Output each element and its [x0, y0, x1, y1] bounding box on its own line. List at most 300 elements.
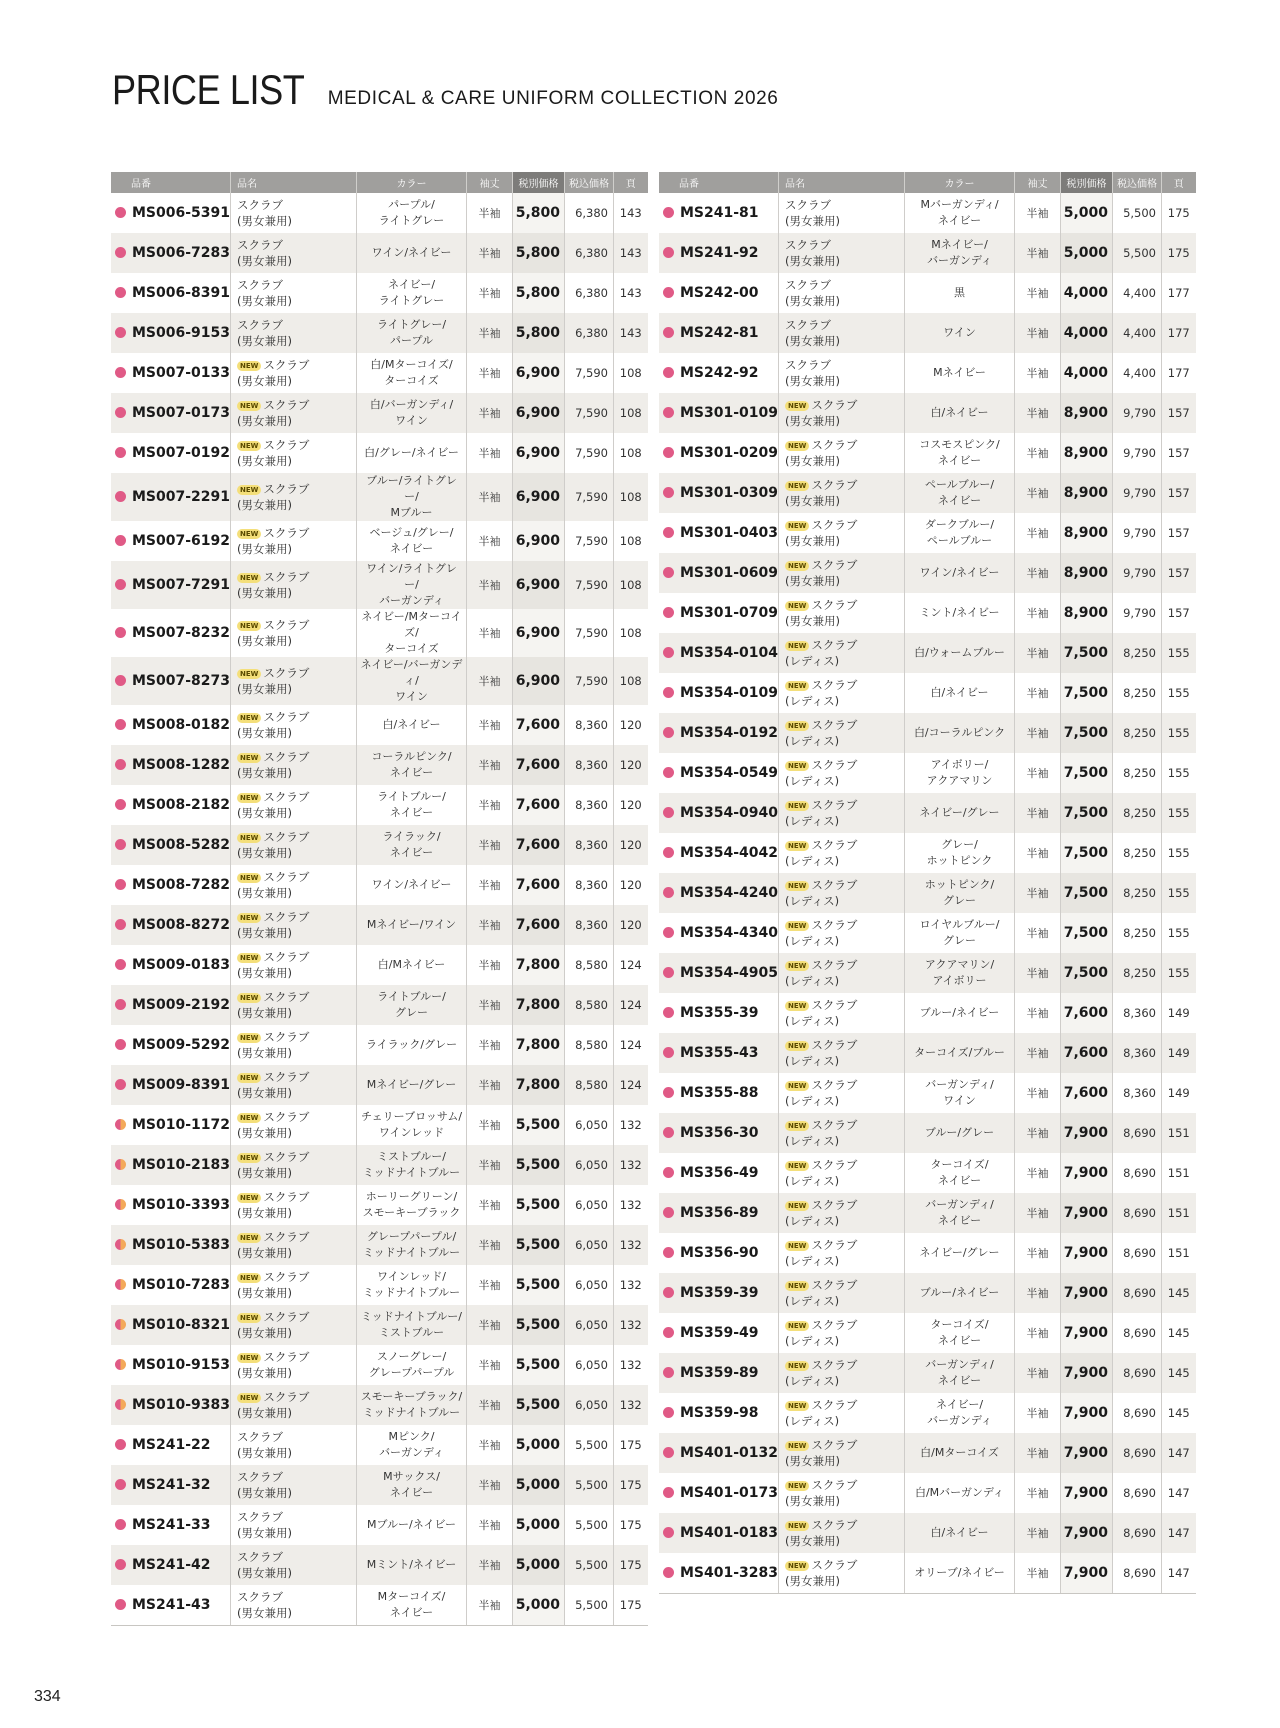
color-line-1: グレープパープル/ — [366, 1230, 457, 1243]
product-name: スクラブ — [237, 1550, 284, 1564]
product-number-cell — [111, 521, 231, 561]
color-cell — [905, 953, 1015, 993]
table-row — [111, 193, 648, 233]
table-row — [659, 1033, 1196, 1073]
catalog-page: 147 — [1162, 1473, 1196, 1513]
product-number: MS010-2183 — [132, 1157, 231, 1173]
table-row — [111, 1265, 648, 1305]
product-name-cell — [779, 1193, 905, 1233]
price-incl-tax: 5,500 — [1113, 193, 1162, 233]
new-badge: NEW — [237, 669, 261, 679]
color-line-1: Mターコイズ/ — [377, 1590, 446, 1603]
product-number: MS007-2291 — [132, 489, 231, 505]
table-row — [659, 313, 1196, 353]
category-dot-icon — [115, 1159, 126, 1170]
product-gender: (男女兼用) — [237, 294, 292, 308]
product-gender: (男女兼用) — [785, 414, 840, 428]
color-line-2: ネイビー — [937, 214, 982, 227]
product-number-cell — [659, 1553, 779, 1594]
product-gender: (男女兼用) — [785, 294, 840, 308]
catalog-page: 175 — [614, 1465, 648, 1505]
color-line-2: ネイビー — [389, 542, 434, 555]
product-name-cell — [231, 1465, 357, 1505]
product-gender: (男女兼用) — [785, 214, 840, 228]
catalog-page: 145 — [1162, 1313, 1196, 1353]
category-dot-icon — [115, 407, 126, 418]
product-gender: (レディス) — [785, 894, 840, 908]
product-number: MS354-0109 — [680, 685, 779, 701]
product-gender: (レディス) — [785, 1334, 840, 1348]
new-badge: NEW — [237, 1313, 261, 1323]
new-badge: NEW — [237, 793, 261, 803]
color-line-2: ターコイズ — [384, 642, 439, 655]
price-excl-tax: 5,800 — [513, 273, 565, 313]
color-cell — [905, 753, 1015, 793]
table-row — [111, 1185, 648, 1225]
product-name-cell — [779, 633, 905, 673]
product-number: MS359-39 — [680, 1285, 759, 1301]
table-row — [659, 1313, 1196, 1353]
color-line-1: ネイビー/Mターコイズ/ — [361, 610, 462, 639]
product-name-cell — [779, 833, 905, 873]
price-incl-tax: 8,690 — [1113, 1393, 1162, 1433]
product-gender: (男女兼用) — [785, 1454, 840, 1468]
table-row — [659, 193, 1196, 233]
product-number: MS242-00 — [680, 285, 759, 301]
sleeve-cell: 半袖 — [1015, 673, 1061, 713]
price-incl-tax: 9,790 — [1113, 473, 1162, 513]
product-name: スクラブ — [785, 198, 832, 212]
price-incl-tax: 8,360 — [565, 825, 614, 865]
product-number-cell — [659, 593, 779, 633]
product-number: MS008-1282 — [132, 757, 231, 773]
category-dot-icon — [663, 1367, 674, 1378]
color-line-1: ターコイズ/ — [930, 1318, 989, 1331]
product-name-cell — [779, 1113, 905, 1153]
product-name-cell — [231, 313, 357, 353]
product-number: MS007-8273 — [132, 673, 231, 689]
product-gender: (男女兼用) — [237, 846, 292, 860]
price-incl-tax: 9,790 — [1113, 433, 1162, 473]
price-incl-tax: 8,250 — [1113, 873, 1162, 913]
color-cell — [357, 1225, 467, 1265]
price-incl-tax: 4,400 — [1113, 273, 1162, 313]
color-line-1: スノーグレー/ — [376, 1350, 447, 1363]
product-name-cell — [231, 1425, 357, 1465]
product-gender: (男女兼用) — [785, 574, 840, 588]
product-name: スクラブ — [237, 1470, 284, 1484]
sleeve-cell: 半袖 — [1015, 1433, 1061, 1473]
color-cell — [357, 561, 467, 609]
product-number-cell — [659, 513, 779, 553]
sleeve-cell: 半袖 — [1015, 473, 1061, 513]
catalog-page: 177 — [1162, 273, 1196, 313]
price-excl-tax: 6,900 — [513, 609, 565, 657]
product-gender: (男女兼用) — [237, 682, 292, 696]
price-incl-tax: 8,690 — [1113, 1313, 1162, 1353]
price-incl-tax: 5,500 — [1113, 233, 1162, 273]
sleeve-cell: 半袖 — [467, 1025, 513, 1065]
sleeve-cell: 半袖 — [467, 1585, 513, 1626]
product-name-cell — [231, 945, 357, 985]
catalog-page: 175 — [614, 1425, 648, 1465]
sleeve-cell: 半袖 — [1015, 1553, 1061, 1594]
color-cell — [357, 353, 467, 393]
table-row — [111, 521, 648, 561]
catalog-page: 155 — [1162, 673, 1196, 713]
color-cell — [905, 1033, 1015, 1073]
product-name-cell — [231, 825, 357, 865]
price-excl-tax: 8,900 — [1061, 473, 1113, 513]
price-excl-tax: 7,900 — [1061, 1153, 1113, 1193]
price-incl-tax: 7,590 — [565, 521, 614, 561]
product-number-cell — [659, 1273, 779, 1313]
product-number-cell — [659, 713, 779, 753]
color-cell — [357, 985, 467, 1025]
color-line-1: アクアマリン/ — [924, 958, 995, 971]
product-number: MS301-0109 — [680, 405, 779, 421]
product-number-cell — [111, 313, 231, 353]
color-cell — [905, 353, 1015, 393]
product-name-cell — [779, 473, 905, 513]
product-name: スクラブ — [785, 318, 832, 332]
product-number-cell — [111, 985, 231, 1025]
color-line-2: ネイビー — [389, 1606, 434, 1619]
category-dot-icon — [663, 1567, 674, 1578]
product-name: スクラブ — [811, 1398, 858, 1412]
color-cell — [905, 713, 1015, 753]
new-badge: NEW — [237, 1113, 261, 1123]
new-badge: NEW — [785, 401, 809, 411]
color-cell — [357, 233, 467, 273]
product-name: スクラブ — [237, 198, 284, 212]
page-number: 334 — [34, 1688, 61, 1705]
product-name: スクラブ — [263, 1310, 310, 1324]
price-excl-tax: 5,000 — [513, 1545, 565, 1585]
category-dot-icon — [115, 759, 126, 770]
color-line-1: ワイン/ネイビー — [371, 246, 452, 259]
color-cell — [905, 993, 1015, 1033]
product-number: MS301-0609 — [680, 565, 779, 581]
price-excl-tax: 8,900 — [1061, 393, 1113, 433]
product-gender: (レディス) — [785, 734, 840, 748]
new-badge: NEW — [237, 1233, 261, 1243]
color-line-1: ホットピンク/ — [924, 878, 995, 891]
new-badge: NEW — [785, 1161, 809, 1171]
product-name-cell — [231, 785, 357, 825]
price-incl-tax: 5,500 — [565, 1585, 614, 1626]
new-badge: NEW — [785, 881, 809, 891]
product-number-cell — [111, 1185, 231, 1225]
page-subtitle: MEDICAL & CARE UNIFORM COLLECTION 2026 — [327, 88, 779, 109]
price-incl-tax: 8,690 — [1113, 1153, 1162, 1193]
table-row — [111, 865, 648, 905]
new-badge: NEW — [785, 1281, 809, 1291]
product-name: スクラブ — [263, 950, 310, 964]
price-incl-tax: 5,500 — [565, 1545, 614, 1585]
category-dot-icon — [115, 1039, 126, 1050]
catalog-page: 149 — [1162, 1073, 1196, 1113]
col-header-page: 頁 — [614, 172, 648, 193]
color-line-1: Mピンク/ — [388, 1430, 435, 1443]
price-excl-tax: 7,800 — [513, 1025, 565, 1065]
category-dot-icon — [663, 1247, 674, 1258]
price-excl-tax: 7,600 — [513, 785, 565, 825]
table-row — [659, 1513, 1196, 1553]
price-incl-tax: 5,500 — [565, 1425, 614, 1465]
product-number: MS241-81 — [680, 205, 759, 221]
color-line-2: ネイビー — [389, 846, 434, 859]
product-gender: (レディス) — [785, 1134, 840, 1148]
product-name: スクラブ — [263, 438, 310, 452]
color-cell — [357, 1065, 467, 1105]
sleeve-cell: 半袖 — [467, 1105, 513, 1145]
price-incl-tax: 7,590 — [565, 657, 614, 705]
product-number-cell — [111, 705, 231, 745]
price-incl-tax: 6,050 — [565, 1345, 614, 1385]
color-line-1: ペールブルー/ — [924, 478, 995, 491]
product-number-cell — [111, 945, 231, 985]
price-incl-tax: 8,580 — [565, 945, 614, 985]
product-number: MS241-42 — [132, 1557, 211, 1573]
product-gender: (男女兼用) — [785, 1494, 840, 1508]
product-number-cell — [659, 553, 779, 593]
price-incl-tax: 8,580 — [565, 1025, 614, 1065]
price-excl-tax: 7,900 — [1061, 1433, 1113, 1473]
color-cell — [905, 1473, 1015, 1513]
catalog-page: 147 — [1162, 1513, 1196, 1553]
product-gender: (男女兼用) — [237, 634, 292, 648]
table-row — [659, 553, 1196, 593]
category-dot-icon — [115, 1479, 126, 1490]
price-excl-tax: 5,500 — [513, 1305, 565, 1345]
product-name-cell — [779, 1313, 905, 1353]
color-line-1: 白/バーガンディ/ — [369, 398, 454, 411]
color-line-2: ライトグレー — [378, 294, 445, 307]
catalog-page: 151 — [1162, 1113, 1196, 1153]
product-number: MS356-49 — [680, 1165, 759, 1181]
product-gender: (男女兼用) — [785, 494, 840, 508]
col-header-product-name: 品名 — [231, 172, 357, 193]
sleeve-cell: 半袖 — [1015, 553, 1061, 593]
product-name-cell — [231, 609, 357, 657]
catalog-page: 175 — [614, 1545, 648, 1585]
color-cell — [905, 1193, 1015, 1233]
product-name: スクラブ — [811, 518, 858, 532]
catalog-page: 147 — [1162, 1433, 1196, 1473]
color-cell — [357, 1265, 467, 1305]
new-badge: NEW — [785, 1121, 809, 1131]
color-line-1: 白/ネイビー — [930, 406, 989, 419]
product-number-cell — [659, 1393, 779, 1433]
col-header-page: 頁 — [1162, 172, 1196, 193]
product-number: MS008-5282 — [132, 837, 231, 853]
product-number: MS301-0403 — [680, 525, 779, 541]
category-dot-icon — [115, 535, 126, 546]
catalog-page: 147 — [1162, 1553, 1196, 1594]
color-line-2: ワイン — [395, 414, 428, 427]
catalog-page: 155 — [1162, 953, 1196, 993]
product-gender: (男女兼用) — [237, 1566, 292, 1580]
price-incl-tax: 8,360 — [565, 745, 614, 785]
color-line-1: バーガンディ/ — [925, 1198, 994, 1211]
category-dot-icon — [663, 207, 674, 218]
price-excl-tax: 5,000 — [513, 1585, 565, 1626]
new-badge: NEW — [785, 641, 809, 651]
table-row — [659, 353, 1196, 393]
price-incl-tax: 9,790 — [1113, 393, 1162, 433]
product-number: MS355-39 — [680, 1005, 759, 1021]
catalog-page: 143 — [614, 193, 648, 233]
product-gender: (男女兼用) — [237, 334, 292, 348]
table-row — [659, 993, 1196, 1033]
product-name: スクラブ — [811, 878, 858, 892]
product-number: MS356-90 — [680, 1245, 759, 1261]
color-line-1: ブルー/ライトグレー/ — [366, 474, 457, 503]
product-number-cell — [659, 433, 779, 473]
product-number-cell — [659, 953, 779, 993]
color-line-1: アイボリー/ — [930, 758, 989, 771]
table-row — [111, 1025, 648, 1065]
price-incl-tax: 8,690 — [1113, 1553, 1162, 1594]
catalog-page: 155 — [1162, 633, 1196, 673]
price-incl-tax: 8,360 — [565, 705, 614, 745]
product-number: MS008-0182 — [132, 717, 231, 733]
color-line-2: ネイビー — [389, 806, 434, 819]
table-row — [111, 945, 648, 985]
new-badge: NEW — [237, 993, 261, 1003]
catalog-page: 124 — [614, 945, 648, 985]
price-excl-tax: 5,000 — [513, 1505, 565, 1545]
product-name: スクラブ — [263, 1150, 310, 1164]
price-incl-tax: 8,250 — [1113, 633, 1162, 673]
price-excl-tax: 6,900 — [513, 521, 565, 561]
product-number: MS354-4340 — [680, 925, 779, 941]
product-name-cell — [231, 1305, 357, 1345]
sleeve-cell: 半袖 — [467, 985, 513, 1025]
color-line-2: ミッドナイトブルー — [362, 1166, 461, 1179]
product-name-cell — [779, 913, 905, 953]
table-row — [659, 593, 1196, 633]
sleeve-cell: 半袖 — [1015, 1313, 1061, 1353]
table-row — [111, 473, 648, 521]
price-incl-tax: 6,380 — [565, 193, 614, 233]
product-gender: (男女兼用) — [237, 726, 292, 740]
product-name-cell — [231, 1385, 357, 1425]
price-excl-tax: 5,500 — [513, 1145, 565, 1185]
product-name-cell — [779, 1073, 905, 1113]
color-cell — [357, 1305, 467, 1345]
price-excl-tax: 5,500 — [513, 1105, 565, 1145]
color-cell — [357, 1505, 467, 1545]
product-name-cell — [231, 233, 357, 273]
product-number: MS242-92 — [680, 365, 759, 381]
product-number-cell — [111, 353, 231, 393]
category-dot-icon — [115, 1199, 126, 1210]
product-name: スクラブ — [263, 910, 310, 924]
color-line-1: ネイビー/グレー — [919, 1246, 1000, 1259]
product-number: MS356-89 — [680, 1205, 759, 1221]
table-row — [659, 513, 1196, 553]
catalog-page: 157 — [1162, 513, 1196, 553]
product-name: スクラブ — [811, 958, 858, 972]
product-number: MS006-7283 — [132, 245, 231, 261]
table-row — [111, 313, 648, 353]
sleeve-cell: 半袖 — [1015, 1473, 1061, 1513]
color-cell — [905, 513, 1015, 553]
sleeve-cell: 半袖 — [1015, 1153, 1061, 1193]
table-row — [659, 913, 1196, 953]
color-cell — [905, 233, 1015, 273]
new-badge: NEW — [237, 1273, 261, 1283]
price-excl-tax: 6,900 — [513, 393, 565, 433]
table-row — [111, 1505, 648, 1545]
color-line-1: ダークブルー/ — [924, 518, 995, 531]
product-name: スクラブ — [237, 1510, 284, 1524]
sleeve-cell: 半袖 — [467, 1145, 513, 1185]
table-row — [111, 353, 648, 393]
category-dot-icon — [663, 1287, 674, 1298]
color-line-1: ネイビー/グレー — [919, 806, 1000, 819]
category-dot-icon — [663, 247, 674, 258]
catalog-page: 177 — [1162, 353, 1196, 393]
price-excl-tax: 7,500 — [1061, 753, 1113, 793]
price-excl-tax: 7,500 — [1061, 873, 1113, 913]
col-header-price-excl-tax: 税別価格 — [1061, 172, 1113, 193]
product-number: MS241-92 — [680, 245, 759, 261]
table-row — [111, 785, 648, 825]
product-number-cell — [111, 1145, 231, 1185]
product-name-cell — [779, 273, 905, 313]
product-gender: (レディス) — [785, 1014, 840, 1028]
product-name: スクラブ — [263, 482, 310, 496]
color-cell — [357, 1105, 467, 1145]
table-row — [659, 1433, 1196, 1473]
category-dot-icon — [663, 1167, 674, 1178]
product-name-cell — [779, 1553, 905, 1594]
catalog-page: 120 — [614, 865, 648, 905]
price-excl-tax: 7,600 — [513, 705, 565, 745]
table-row — [111, 1065, 648, 1105]
category-dot-icon — [115, 579, 126, 590]
product-name: スクラブ — [811, 1438, 858, 1452]
product-number-cell — [659, 1233, 779, 1273]
product-gender: (男女兼用) — [237, 1286, 292, 1300]
product-name: スクラブ — [237, 318, 284, 332]
color-line-1: バーガンディ/ — [925, 1358, 994, 1371]
product-name-cell — [779, 1033, 905, 1073]
catalog-page: 155 — [1162, 913, 1196, 953]
col-header-price-incl-tax: 税込価格 — [1113, 172, 1162, 193]
sleeve-cell: 半袖 — [1015, 1353, 1061, 1393]
category-dot-icon — [115, 447, 126, 458]
price-incl-tax: 9,790 — [1113, 593, 1162, 633]
product-name-cell — [231, 985, 357, 1025]
product-number: MS010-5383 — [132, 1237, 231, 1253]
price-excl-tax: 8,900 — [1061, 513, 1113, 553]
new-badge: NEW — [237, 1353, 261, 1363]
color-cell — [905, 1113, 1015, 1153]
product-name: スクラブ — [811, 438, 858, 452]
category-dot-icon — [115, 919, 126, 930]
color-cell — [357, 825, 467, 865]
price-excl-tax: 7,900 — [1061, 1513, 1113, 1553]
catalog-page: 108 — [614, 521, 648, 561]
table-row — [111, 433, 648, 473]
category-dot-icon — [115, 1399, 126, 1410]
color-cell — [905, 193, 1015, 233]
new-badge: NEW — [785, 1441, 809, 1451]
